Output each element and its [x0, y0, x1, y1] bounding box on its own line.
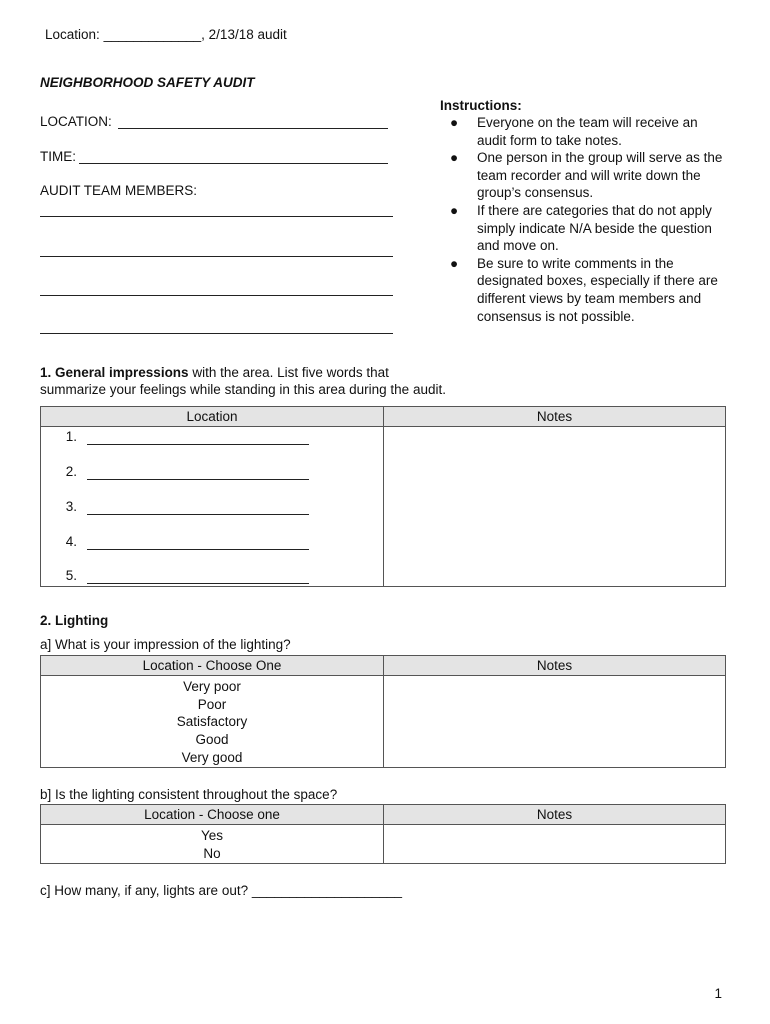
time-field-label: TIME:: [40, 149, 76, 164]
option-good[interactable]: Good: [195, 732, 229, 748]
consistency-notes-cell[interactable]: [384, 825, 726, 864]
col-location: Location - Choose one: [41, 805, 384, 825]
bullet-icon: ●: [450, 202, 459, 218]
instruction-item: ● If there are categories that do not apply simply indicate N/A beside the question and move on.: [450, 202, 712, 254]
team-members-label: AUDIT TEAM MEMBERS:: [40, 183, 198, 198]
bullet-icon: ●: [450, 150, 459, 166]
col-location: Location: [41, 407, 384, 427]
instruction-item: ● Be sure to write comments in the designated boxes, especially if there are different views by team members and consensus is not possible.: [450, 255, 718, 324]
consistency-options-cell: [41, 825, 384, 864]
option-very-poor[interactable]: Very poor: [183, 679, 241, 694]
location-field-label: LOCATION:: [40, 114, 112, 129]
impression-row[interactable]: 2.: [41, 464, 383, 484]
bullet-icon: ●: [450, 255, 459, 271]
general-impressions-table: [40, 406, 726, 587]
instruction-item: ● Everyone on the team will receive an audit form to take notes.: [450, 115, 698, 148]
section2-heading: 2. Lighting: [40, 613, 109, 628]
impression-row[interactable]: 1.: [41, 429, 383, 449]
lighting-impression-table: [40, 655, 726, 768]
col-notes: Notes: [384, 805, 726, 825]
section1-heading: [40, 364, 446, 398]
section1-heading-rest: with the area. List five words that: [188, 365, 389, 380]
header-date: , 2/13/18 audit: [201, 27, 287, 42]
header-location-blank: _____________: [103, 27, 202, 42]
option-yes[interactable]: Yes: [200, 828, 224, 843]
location-field-line[interactable]: [118, 128, 388, 129]
time-field-line[interactable]: [79, 163, 388, 164]
lighting-question-b: b] Is the lighting consistent throughout the space?: [40, 787, 338, 802]
option-no[interactable]: No: [203, 845, 221, 861]
lighting-notes-cell[interactable]: [384, 676, 726, 768]
lighting-question-c: c] How many, if any, lights are out? ____________________: [40, 883, 403, 898]
header-location-label: Location:: [45, 27, 100, 42]
col-notes: Notes: [384, 407, 726, 427]
header-line: [45, 27, 287, 42]
instructions-title: Instructions:: [440, 98, 522, 113]
impressions-words-cell[interactable]: [41, 427, 384, 587]
option-very-good[interactable]: Very good: [181, 749, 243, 765]
section1-heading-bold: 1. General impressions: [40, 365, 189, 380]
team-member-line-3[interactable]: [40, 295, 393, 296]
instruction-item: ● One person in the group will serve as the team recorder and will write down the group’s consensus.: [450, 150, 723, 201]
lighting-consistency-table: [40, 804, 726, 864]
col-notes: Notes: [384, 656, 726, 676]
impression-row[interactable]: 3.: [41, 499, 383, 519]
lighting-question-a: a] What is your impression of the lighting?: [40, 637, 291, 652]
team-member-line-4[interactable]: [40, 333, 393, 334]
option-poor[interactable]: Poor: [197, 696, 227, 712]
instructions-list: [440, 114, 730, 325]
team-member-line-1[interactable]: [40, 216, 393, 217]
team-member-line-2[interactable]: [40, 256, 393, 257]
impressions-notes-cell[interactable]: [384, 427, 726, 587]
section1-heading-line2: summarize your feelings while standing in this area during the audit.: [40, 382, 446, 397]
option-satisfactory[interactable]: Satisfactory: [176, 714, 248, 730]
impression-row[interactable]: 5.: [41, 568, 383, 588]
instructions-block: [440, 97, 730, 325]
bullet-icon: ●: [450, 115, 459, 130]
page-title: NEIGHBORHOOD SAFETY AUDIT: [40, 75, 255, 90]
page-number: 1: [714, 986, 722, 1001]
impression-row[interactable]: 4.: [41, 534, 383, 554]
lighting-options-cell: [41, 676, 384, 768]
col-location: Location - Choose One: [41, 656, 384, 676]
